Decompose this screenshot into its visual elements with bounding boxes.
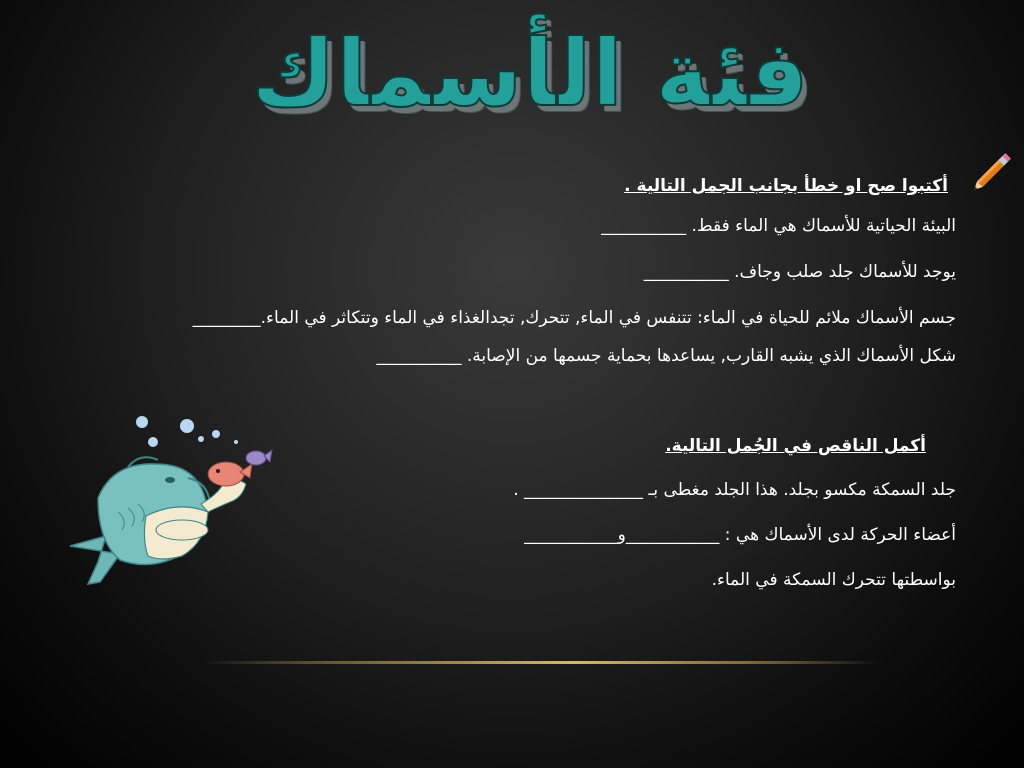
fill-statement-1: جلد السمكة مكسو بجلد. هذا الجلد مغطى بـ ______________ . <box>513 480 956 500</box>
fill-statement-2: أعضاء الحركة لدى الأسماك هي : ___________و___________ <box>524 525 956 545</box>
worksheet-content <box>180 172 956 611</box>
pencil-icon <box>972 148 1016 192</box>
slide-title: فئة الأسماك <box>251 20 809 127</box>
tf-statement-3: جسم الأسماك ملائم للحياة في الماء: تتنفس في الماء, تتحرك, تجدالغذاء في الماء وتتكاثر في الماء.________ <box>192 308 956 328</box>
tf-statement-4: شكل الأسماك الذي يشبه القارب, يساعدها بحماية جسمها من الإصابة. __________ <box>376 346 956 366</box>
fill-statement-3: بواسطتها تتحرك السمكة في الماء. <box>711 570 956 590</box>
gold-divider <box>200 661 880 664</box>
tf-statement-1: البيئة الحياتية للأسماك هي الماء فقط. __________ <box>601 216 956 236</box>
tf-statement-2: يوجد للأسماك جلد صلب وجاف. __________ <box>643 262 956 282</box>
section1-heading: أكتبوا صح او خطأ بجانب الجمل التالية . <box>624 176 948 196</box>
section2-heading: أكمل الناقص في الجُمل التالية. <box>665 436 926 456</box>
